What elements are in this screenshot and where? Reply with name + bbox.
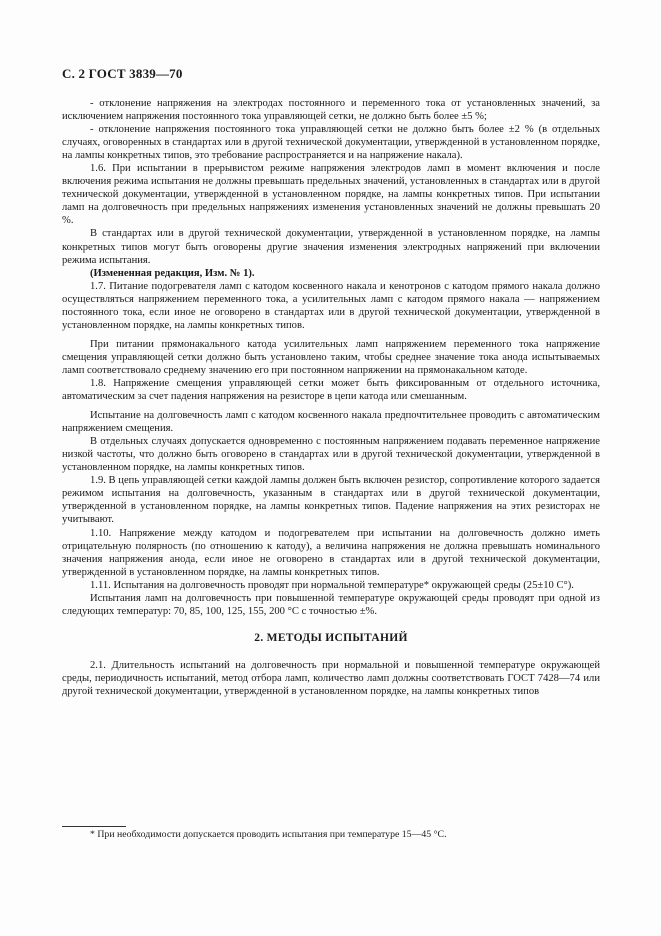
paragraph: - отклонение напряжения постоянного тока управляющей сетки не должно быть более ±2 % (в отдельных случаях, оговоренных в стандартах или в другой технической документации, утвержденной в установленном порядке, на лампы конкретных типов, это требование распространяется и на напряжение накала). xyxy=(62,124,600,162)
section-title: 2. МЕТОДЫ ИСПЫТАНИЙ xyxy=(254,631,408,644)
paragraph: 1.9. В цепь управляющей сетки каждой лампы должен быть включен резистор, сопротивление которого задается режимом испытания на долговечность, указанным в стандартах или в другой технической документации, утвержденной в установленном порядке, на лампы конкретных типов. Падение напряжения на этих резисторах не учитывают. xyxy=(62,475,600,526)
paragraph: Испытания ламп на долговечность при повышенной температуре окружающей среды проводят при одной из следующих температур: 70, 85, 100, 125, 155, 200 °С с точностью ±%. xyxy=(62,592,600,617)
paragraph: В отдельных случаях допускается одновременно с постоянным напряжением подавать переменное напряжение низкой частоты, что должно быть оговорено в стандартах или в другой технической документации, утвержденной в установленном порядке, на лампы конкретных типов. xyxy=(62,436,600,474)
paragraph: 1.6. При испытании в прерывистом режиме напряжения электродов ламп в момент включения и после включения режима испытания не должны превышать предельных значений, установленных в стандартах или в другой технической документации, утвержденной в установленном порядке, на лампы конкретных типов. При испытании ламп на долговечность при предельных напряжениях изменения установленных значений не должны превышать 20 %. xyxy=(62,163,600,227)
paragraph: 1.8. Напряжение смещения управляющей сетки может быть фиксированным от отдельного источника, автоматическим за счет падения напряжения на резисторе в цепи катода или смешанным. xyxy=(62,377,600,403)
paragraph: 1.7. Питание подогревателя ламп с катодом косвенного накала и кенотронов с катодом прямого накала должно осуществляться напряжением переменного тока, а усилительных ламп с катодом прямого накала — напряжением постоянного тока, если иное не оговорено в стандартах или в другой технической документации, утвержденной в установленном порядке, на лампы конкретных типов. xyxy=(62,280,600,331)
paragraph: Испытание на долговечность ламп с катодом косвенного накала предпочтительнее проводить с автоматическим напряжением смещения. xyxy=(62,410,600,435)
footnote-divider xyxy=(62,826,126,827)
paragraph: 2.1. Длительность испытаний на долговечность при нормальной и повышенной температуре окружающей среды, периодичность испытаний, метод отбора ламп, количество ламп должны соответствовать ГОСТ 7428—74 или другой технической документации, утвержденной в установленном порядке, на лампы конкретных типов xyxy=(62,659,600,697)
paragraph: 1.11. Испытания на долговечность проводят при нормальной температуре* окружающей среды (25±10 С°). xyxy=(90,579,574,591)
page-header: С. 2 ГОСТ 3839—70 xyxy=(62,66,183,81)
footnote: * При необходимости допускается проводить испытания при температуре 15—45 °С. xyxy=(90,829,447,840)
amendment-note: (Измененная редакция, Изм. № 1). xyxy=(90,267,255,279)
paragraph: 1.10. Напряжение между катодом и подогревателем при испытании на долговечность должно иметь отрицательную полярность (по отношению к катоду), а величина напряжения не должна превышать номинального значения напряжения анода, если иное не оговорено в стандартах или в другой технической документации, утвержденной в установленном порядке, на лампы конкретных типов. xyxy=(62,527,600,578)
paragraph: При питании прямонакального катода усилительных ламп напряжением переменного тока напряжение смещения управляющей сетки должно быть установлено таким, чтобы среднее значение тока анода испытываемых ламп соответствовало среднему значению его при постоянном напряжении на прямонакальном катоде. xyxy=(62,338,600,376)
document-body xyxy=(62,97,600,698)
paragraph: - отклонение напряжения на электродах постоянного и переменного тока от установленных значений, за исключением напряжения постоянного тока управляющей сетки, не должно быть более ±5 %; xyxy=(62,98,600,123)
paragraph: В стандартах или в другой технической документации, утвержденной в установленном порядке, на лампы конкретных типов могут быть оговорены другие значения изменения электродных напряжений при включении режима испытания. xyxy=(62,228,600,266)
